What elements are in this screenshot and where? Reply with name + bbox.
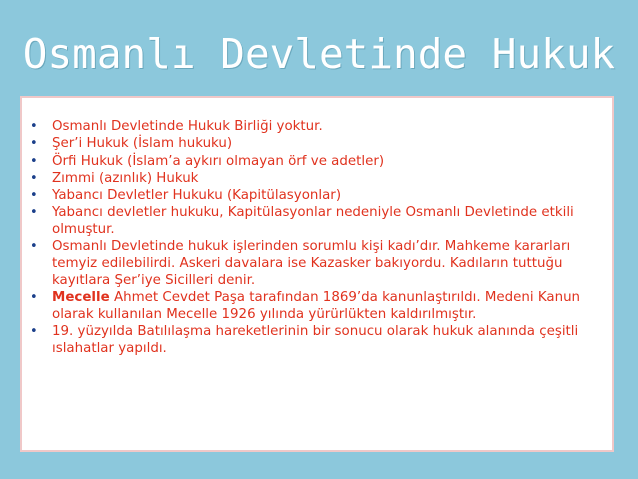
list-item — [30, 324, 604, 357]
list-item — [30, 119, 604, 136]
list-item-text: Yabancı Devletler Hukuku (Kapitülasyonlar) — [52, 188, 342, 204]
list-item — [30, 136, 604, 153]
list-item-text: Şer’i Hukuk (İslam hukuku) — [52, 136, 233, 152]
list-item-text: Yabancı devletler hukuku, Kapitülasyonlar nedeniyle Osmanlı Devletinde etkili olmuştur. — [52, 205, 574, 238]
list-item-text: Örfi Hukuk (İslam’a aykırı olmayan örf ve adetler) — [52, 153, 385, 169]
list-item — [30, 171, 604, 188]
list-item — [30, 290, 604, 323]
list-item-text: 19. yüzyılda Batılılaşma hareketlerinin bir sonucu olarak hukuk alanında çeşitli ıslahatlar yapıldı. — [52, 324, 579, 356]
list-item — [30, 188, 604, 205]
list-item — [30, 154, 604, 171]
list-item-text: Ahmet Cevdet Paşa tarafından 1869’da kanunlaştırıldı. Medeni Kanun olarak kullanılan Mecelle 1926 yılında yürürlükten kaldırılmıştır. — [52, 290, 581, 322]
bullet-icon: • — [30, 153, 38, 169]
bullet-icon: • — [30, 136, 38, 152]
list-item-bold-term: Mecelle — [52, 290, 110, 306]
bullet-icon: • — [30, 119, 38, 134]
list-item-text: Osmanlı Devletinde Hukuk Birliği yoktur. — [52, 119, 323, 134]
bullet-icon: • — [30, 239, 38, 255]
list-item — [30, 239, 604, 289]
bullet-icon: • — [30, 205, 38, 221]
slide-title: Osmanlı Devletinde Hukuk — [22, 30, 616, 78]
list-item-text: Osmanlı Devletinde hukuk işlerinden sorumlu kişi kadı’dır. Mahkeme kararları temyiz edilebilirdi. Askeri davalara ise Kazasker bakıyordu. Kadıların tuttuğu kayıtlara Şer’iye Sicilleri denir. — [52, 239, 571, 288]
list-item-text: Zımmi (azınlık) Hukuk — [52, 170, 199, 186]
bullet-list — [30, 119, 604, 358]
bullet-icon: • — [30, 170, 38, 186]
bullet-icon: • — [30, 290, 38, 306]
list-item — [30, 205, 604, 238]
bullet-icon: • — [30, 188, 38, 204]
bullet-icon: • — [30, 324, 38, 340]
